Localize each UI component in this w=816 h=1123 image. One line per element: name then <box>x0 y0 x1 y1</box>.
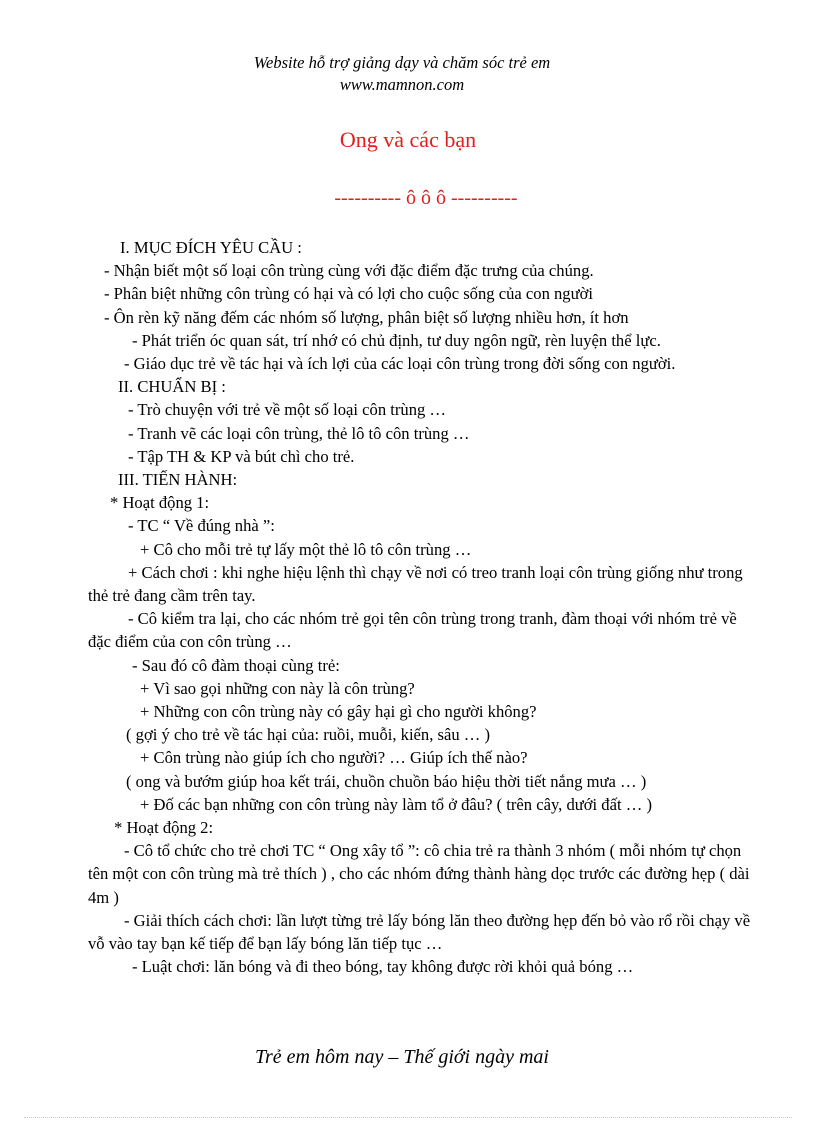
bullet-line: - Tập TH & KP và bút chì cho trẻ. <box>128 446 355 466</box>
bullet-line: - Phân biệt những côn trùng có hại và có lợi cho cuộc sống của con người <box>104 284 593 304</box>
bullet-line: - Phát triển óc quan sát, trí nhớ có chủ định, tư duy ngôn ngữ, rèn luyện thể lực. <box>132 330 661 350</box>
paren-line: ( gợi ý cho trẻ về tác hại của: ruồi, muỗi, kiến, sâu … ) <box>126 725 491 745</box>
header-site-url: www.mamnon.com <box>339 75 465 94</box>
bullet-paragraph: - Giáo dục trẻ về tác hại và ích lợi của các loại côn trùng trong đời sống con người. <box>124 354 676 374</box>
dash-paragraph: - Cô kiểm tra lại, cho các nhóm trẻ gọi tên côn trùng trong tranh, đàm thoại với nhóm trẻ về đặc điểm của con côn trùng … <box>88 609 737 652</box>
plus-line: + Cô cho mỗi trẻ tự lấy một thẻ lô tô côn trùng … <box>140 539 472 559</box>
dash-paragraph: - Cô tổ chức cho trẻ chơi TC “ Ong xây tổ ”: cô chia trẻ ra thành 3 nhóm ( mỗi nhóm tự chọn tên một con côn trùng mà trẻ thích ) , cho các nhóm đứng thành hàng dọc trước các đường hẹp ( dài 4m ) <box>88 841 750 907</box>
page-footer: Trẻ em hôm nay – Thế giới ngày mai <box>255 1046 549 1068</box>
page-header <box>0 52 804 96</box>
game-line: - TC “ Về đúng nhà ”: <box>128 516 275 536</box>
dash-line: - Luật chơi: lăn bóng và đi theo bóng, tay không được rời khỏi quả bóng … <box>132 957 634 977</box>
dash-line: - Sau đó cô đàm thoại cùng trẻ: <box>132 655 340 675</box>
activity-heading-2: * Hoạt động 2: <box>114 818 214 838</box>
plus-line: + Vì sao gọi những con này là côn trùng? <box>140 678 415 698</box>
activity-heading-1: * Hoạt động 1: <box>110 493 210 513</box>
bullet-line: - Nhận biết một số loại côn trùng cùng với đặc điểm đặc trưng của chúng. <box>104 261 594 281</box>
section-heading-preparation: II. CHUẨN BỊ : <box>118 377 226 397</box>
bullet-line: - Ôn rèn kỹ năng đếm các nhóm số lượng, phân biệt số lượng nhiều hơn, ít hơn <box>104 307 629 327</box>
plus-line: + Côn trùng nào giúp ích cho người? … Giúp ích thế nào? <box>140 748 528 768</box>
section-heading-procedure: III. TIẾN HÀNH: <box>118 470 238 490</box>
document-body <box>88 236 760 979</box>
plus-line: + Những con côn trùng này có gây hại gì cho người không? <box>140 702 537 722</box>
bullet-line: - Trò chuyện với trẻ về một số loại côn trùng … <box>128 400 447 420</box>
title-divider: ---------- ô ô ô ---------- <box>334 187 518 209</box>
header-site-name: Website hỗ trợ giảng dạy và chăm sóc trẻ em <box>253 53 551 72</box>
bullet-line: - Tranh vẽ các loại côn trùng, thẻ lô tô côn trùng … <box>128 423 470 443</box>
dash-paragraph: - Giải thích cách chơi: lần lượt từng trẻ lấy bóng lăn theo đường hẹp đến bỏ vào rổ rồi chạy về vỗ vào tay bạn kế tiếp để bạn lấy bóng lăn tiếp tục … <box>88 910 751 954</box>
section-heading-objectives: I. MỤC ĐÍCH YÊU CẦU : <box>120 238 302 257</box>
plus-line: + Đố các bạn những con côn trùng này làm tổ ở đâu? ( trên cây, dưới đất … ) <box>140 794 652 814</box>
plus-paragraph: + Cách chơi : khi nghe hiệu lệnh thì chạy về nơi có treo tranh loại côn trùng giống như trong thẻ trẻ đang cầm trên tay. <box>88 562 743 606</box>
paren-line: ( ong và bướm giúp hoa kết trái, chuồn chuồn báo hiệu thời tiết nắng mưa … ) <box>126 771 647 791</box>
document-title: Ong và các bạn <box>339 127 477 152</box>
page-bottom-rule <box>24 1117 792 1118</box>
